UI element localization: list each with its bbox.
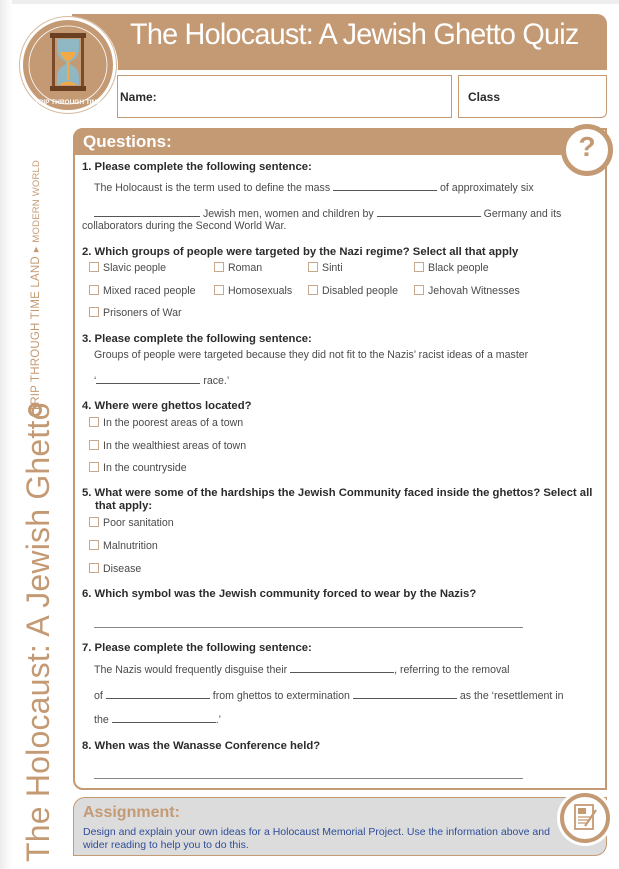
q7-line2 bbox=[94, 689, 564, 703]
q5-title-line1: 5. What were some of the hardships the Jewish Community faced inside the ghettos? Select all bbox=[82, 487, 593, 499]
q2-option[interactable]: Prisoners of War bbox=[89, 307, 182, 319]
q4-title: 4. Where were ghettos located? bbox=[82, 400, 252, 412]
checkbox[interactable] bbox=[89, 285, 99, 295]
q2-option[interactable]: Slavic people bbox=[89, 262, 166, 274]
q3-line2 bbox=[94, 374, 229, 388]
name-field[interactable] bbox=[117, 75, 452, 118]
q7-text-5: as the ‘resettlement in bbox=[459, 690, 564, 702]
q7-text-6: the bbox=[94, 714, 109, 726]
q3-text-2: race.’ bbox=[203, 375, 230, 387]
q3-blank[interactable] bbox=[96, 374, 200, 384]
breadcrumb-item-land: TRIP THROUGH TIME LAND bbox=[30, 256, 42, 412]
questions-heading: Questions: bbox=[83, 132, 172, 151]
q5-title-line2: that apply: bbox=[95, 500, 153, 512]
page-top-edge bbox=[0, 0, 619, 4]
q5-option[interactable]: Malnutrition bbox=[89, 540, 158, 552]
class-field[interactable] bbox=[458, 75, 607, 118]
checkbox[interactable] bbox=[89, 440, 99, 450]
q7-text-3: of bbox=[94, 690, 103, 702]
breadcrumb bbox=[30, 160, 42, 412]
q1-text-1: The Holocaust is the term used to define the mass bbox=[94, 182, 331, 194]
q7-text-7: .’ bbox=[215, 714, 221, 726]
page-title: The Holocaust: A Jewish Ghetto Quiz bbox=[130, 18, 579, 51]
q1-text-3: Jewish men, women and children by bbox=[202, 208, 374, 220]
q7-text-4: from ghettos to extermination bbox=[212, 690, 350, 702]
q1-text-2: of approximately six bbox=[440, 182, 534, 194]
breadcrumb-arrow-icon: ▶ bbox=[33, 246, 40, 253]
checkbox[interactable] bbox=[89, 462, 99, 472]
checkbox[interactable] bbox=[214, 262, 224, 272]
q2-option[interactable]: Disabled people bbox=[308, 285, 398, 297]
assignment-badge bbox=[560, 793, 610, 843]
questions-header bbox=[73, 128, 570, 155]
breadcrumb-item-world: MODERN WORLD bbox=[30, 159, 42, 243]
q4-option[interactable]: In the poorest areas of a town bbox=[89, 417, 243, 429]
q4-option[interactable]: In the wealthiest areas of town bbox=[89, 440, 246, 452]
q2-option[interactable]: Mixed raced people bbox=[89, 285, 195, 297]
page-left-edge bbox=[0, 0, 12, 869]
assignment-text: Design and explain your own ideas for a Holocaust Memorial Project. Use the information above and wider reading to help you to do this. bbox=[83, 826, 550, 851]
q3-text-1: Groups of people were targeted because they did not fit to the Nazis’ racist ideas of a master bbox=[94, 349, 529, 361]
checkbox[interactable] bbox=[214, 285, 224, 295]
checkbox[interactable] bbox=[89, 517, 99, 527]
q7-blank-4[interactable] bbox=[112, 713, 216, 723]
checkbox[interactable] bbox=[89, 262, 99, 272]
checkbox[interactable] bbox=[89, 307, 99, 317]
q2-option[interactable]: Homosexuals bbox=[214, 285, 292, 297]
q7-blank-1[interactable] bbox=[290, 663, 394, 673]
q7-text-1: The Nazis would frequently disguise their bbox=[94, 664, 288, 676]
q1-title: 1. Please complete the following sentence: bbox=[82, 161, 312, 173]
assignment-panel bbox=[73, 797, 607, 856]
q5-option[interactable]: Poor sanitation bbox=[89, 517, 174, 529]
name-label: Name: bbox=[120, 90, 157, 104]
q1-blank-3[interactable] bbox=[377, 207, 481, 217]
checkbox[interactable] bbox=[414, 285, 424, 295]
q2-option[interactable]: Sinti bbox=[308, 262, 343, 274]
q5-option[interactable]: Disease bbox=[89, 563, 141, 575]
q1-text-4: Germany and its bbox=[483, 208, 562, 220]
checkbox[interactable] bbox=[308, 262, 318, 272]
assignment-title: Assignment: bbox=[83, 804, 180, 821]
logo-text: TRIP THROUGH TIME bbox=[34, 99, 102, 106]
q7-blank-3[interactable] bbox=[353, 689, 457, 699]
checkbox[interactable] bbox=[308, 285, 318, 295]
document-pencil-icon bbox=[564, 797, 606, 839]
q7-text-2: , referring to the removal bbox=[394, 664, 510, 676]
q3-quote: ‘ bbox=[94, 375, 97, 387]
class-label: Class bbox=[468, 90, 501, 104]
q2-option[interactable]: Black people bbox=[414, 262, 489, 274]
q1-text-5: collaborators during the Second World War. bbox=[82, 220, 287, 232]
q7-line1 bbox=[94, 663, 510, 677]
sidebar-title: The Holocaust: A Jewish Ghetto bbox=[20, 402, 56, 862]
q1-blank-2[interactable] bbox=[94, 207, 200, 217]
q1-blank-1[interactable] bbox=[333, 181, 437, 191]
q7-blank-2[interactable] bbox=[106, 689, 210, 699]
checkbox[interactable] bbox=[89, 417, 99, 427]
q3-title: 3. Please complete the following sentence: bbox=[82, 333, 312, 345]
trip-through-time-logo bbox=[20, 17, 116, 113]
q8-answer-line[interactable] bbox=[94, 778, 523, 779]
q2-title: 2. Which groups of people were targeted by the Nazi regime? Select all that apply bbox=[82, 246, 519, 258]
checkbox[interactable] bbox=[89, 540, 99, 550]
checkbox[interactable] bbox=[89, 563, 99, 573]
q6-answer-line[interactable] bbox=[94, 627, 523, 628]
q4-option[interactable]: In the countryside bbox=[89, 462, 187, 474]
q7-title: 7. Please complete the following sentence: bbox=[82, 642, 312, 654]
q2-option[interactable]: Jehovah Witnesses bbox=[414, 285, 520, 297]
hourglass-icon bbox=[23, 20, 113, 110]
q7-line3 bbox=[94, 713, 221, 727]
q8-title: 8. When was the Wanasse Conference held? bbox=[82, 740, 321, 752]
question-mark-badge bbox=[561, 124, 613, 176]
q6-title: 6. Which symbol was the Jewish community forced to wear by the Nazis? bbox=[82, 588, 477, 600]
q1-line2 bbox=[94, 207, 561, 221]
q1-line1 bbox=[94, 181, 534, 195]
checkbox[interactable] bbox=[414, 262, 424, 272]
q2-option[interactable]: Roman bbox=[214, 262, 262, 274]
question-mark-icon: ? bbox=[578, 131, 596, 162]
